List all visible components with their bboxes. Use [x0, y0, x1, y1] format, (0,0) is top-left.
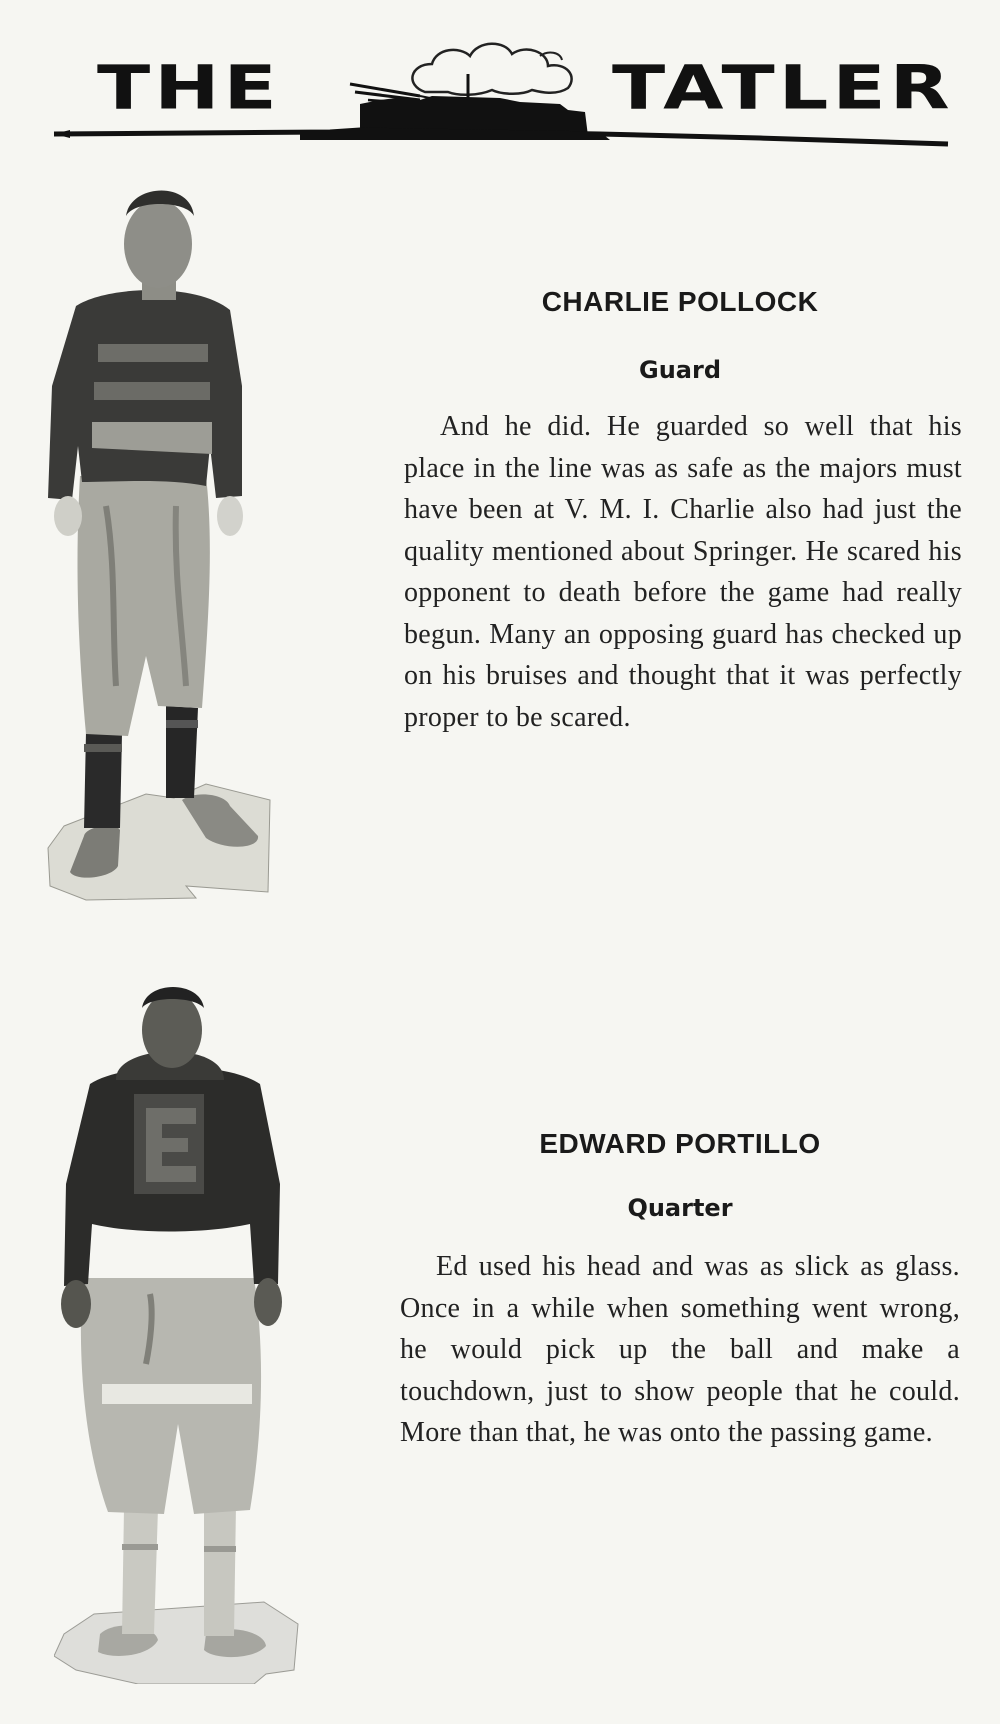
- player-position: Guard: [639, 356, 721, 384]
- player-bio: And he did. He guarded so well that his place in the line was as safe as the majors must have been at V. M. I. Charlie also had just the quality mentioned about Springer. He scared his opponent to death before the game had really begun. Many an opposing guard has checked up on his bruises and thought that it was perfectly proper to be scared.: [404, 411, 962, 733]
- player-name: EDWARD PORTILLO: [539, 1128, 821, 1159]
- player-name: CHARLIE POLLOCK: [541, 286, 819, 317]
- player-photo: [46, 186, 282, 912]
- player-photo: [54, 984, 300, 1684]
- masthead: [0, 0, 1000, 160]
- masthead-title-left: THE: [97, 53, 281, 124]
- player-position: Quarter: [627, 1194, 733, 1222]
- player-bio: Ed used his head and was as slick as glass. Once in a while when something went wrong, he would pick up the ball and make a touchdown, just to show people that he could. More than that, he was onto the passing game.: [400, 1251, 960, 1448]
- masthead-title-right: TATLER: [612, 53, 954, 124]
